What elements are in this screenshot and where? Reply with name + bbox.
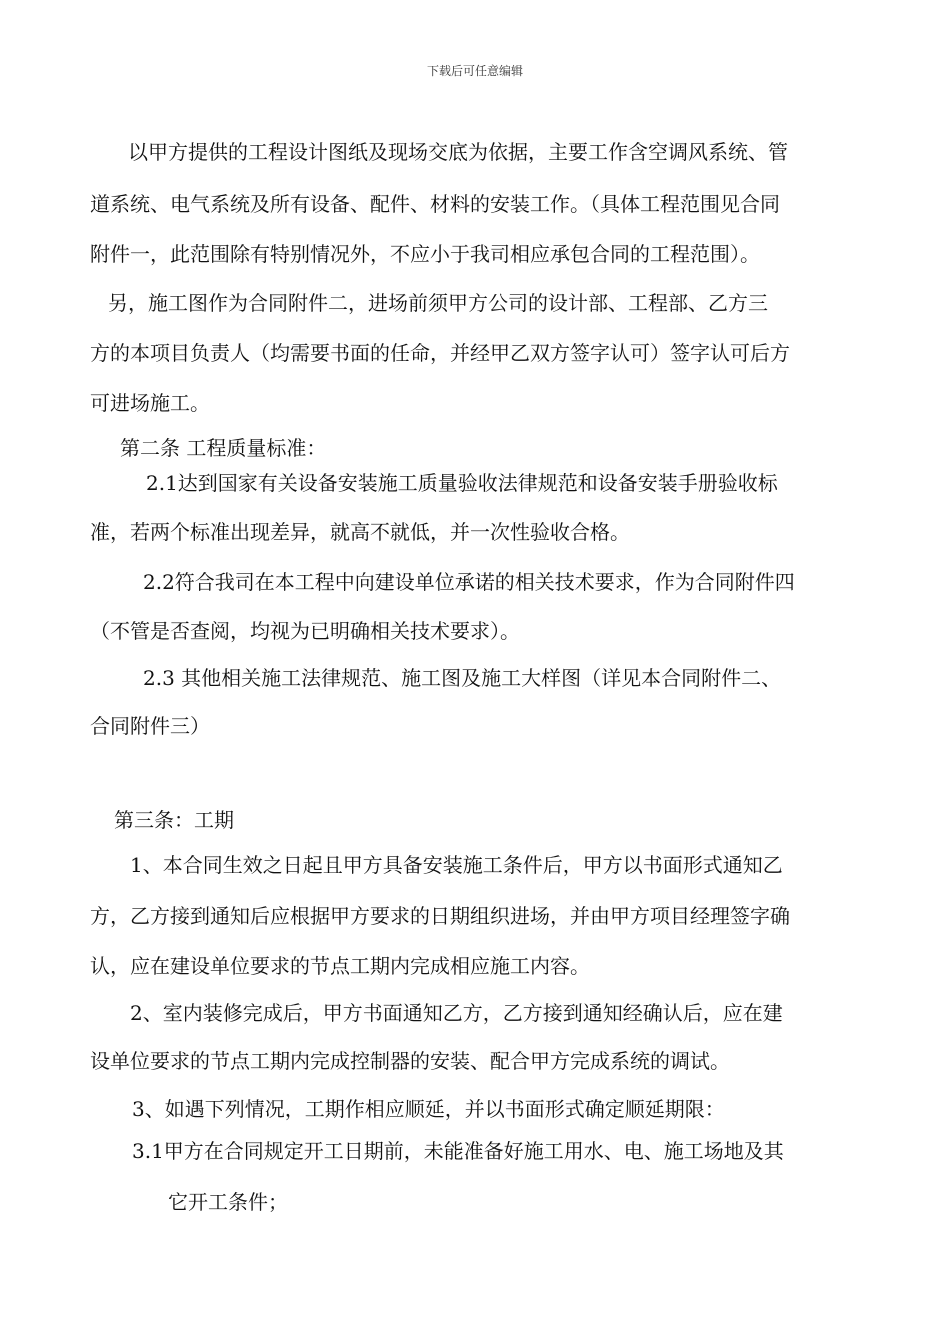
clause-2-2: 2.2符合我司在本工程中向建设单位承诺的相关技术要求，作为合同附件四 xyxy=(143,570,795,594)
clause-3-3: 3、如遇下列情况，工期作相应顺延，并以书面形式确定顺延期限： xyxy=(132,1097,725,1121)
section-heading-2: 第二条 工程质量标准： xyxy=(120,436,327,460)
clause-3-1: 1、本合同生效之日起且甲方具备安装施工条件后，甲方以书面形式通知乙 xyxy=(130,853,783,877)
paragraph-line: 准，若两个标准出现差异，就高不就低，并一次性验收合格。 xyxy=(90,520,630,544)
clause-3-3-1: 3.1甲方在合同规定开工日期前，未能准备好施工用水、电、施工场地及其 xyxy=(132,1139,784,1163)
paragraph-line: 另，施工图作为合同附件二，进场前须甲方公司的设计部、工程部、乙方三 xyxy=(108,291,768,315)
paragraph-line: 合同附件三） xyxy=(90,714,210,738)
paragraph-line: 方，乙方接到通知后应根据甲方要求的日期组织进场，并由甲方项目经理签字确 xyxy=(90,904,790,928)
paragraph-line: 它开工条件； xyxy=(168,1190,288,1214)
paragraph-line: 认，应在建设单位要求的节点工期内完成相应施工内容。 xyxy=(90,954,590,978)
paragraph-line: 可进场施工。 xyxy=(90,391,210,415)
paragraph-line: 方的本项目负责人（均需要书面的任命，并经甲乙双方签字认可）签字认可后方 xyxy=(90,341,790,365)
clause-2-3: 2.3 其他相关施工法律规范、施工图及施工大样图（详见本合同附件二、 xyxy=(143,666,782,690)
paragraph-line: 以甲方提供的工程设计图纸及现场交底为依据，主要工作含空调风系统、管 xyxy=(128,140,788,164)
paragraph-line: （不管是否查阅，均视为已明确相关技术要求）。 xyxy=(90,619,520,643)
paragraph-line: 设单位要求的节点工期内完成控制器的安装、配合甲方完成系统的调试。 xyxy=(90,1049,730,1073)
paragraph-line: 附件一，此范围除有特别情况外，不应小于我司相应承包合同的工程范围）。 xyxy=(90,242,760,266)
clause-2-1: 2.1达到国家有关设备安装施工质量验收法律规范和设备安装手册验收标 xyxy=(146,471,778,495)
paragraph-line: 道系统、电气系统及所有设备、配件、材料的安装工作。（具体工程范围见合同 xyxy=(90,192,780,216)
section-heading-3: 第三条：工期 xyxy=(114,808,234,832)
clause-3-2: 2、室内装修完成后，甲方书面通知乙方，乙方接到通知经确认后，应在建 xyxy=(130,1001,783,1025)
page-header: 下载后可任意编辑 xyxy=(426,64,523,78)
